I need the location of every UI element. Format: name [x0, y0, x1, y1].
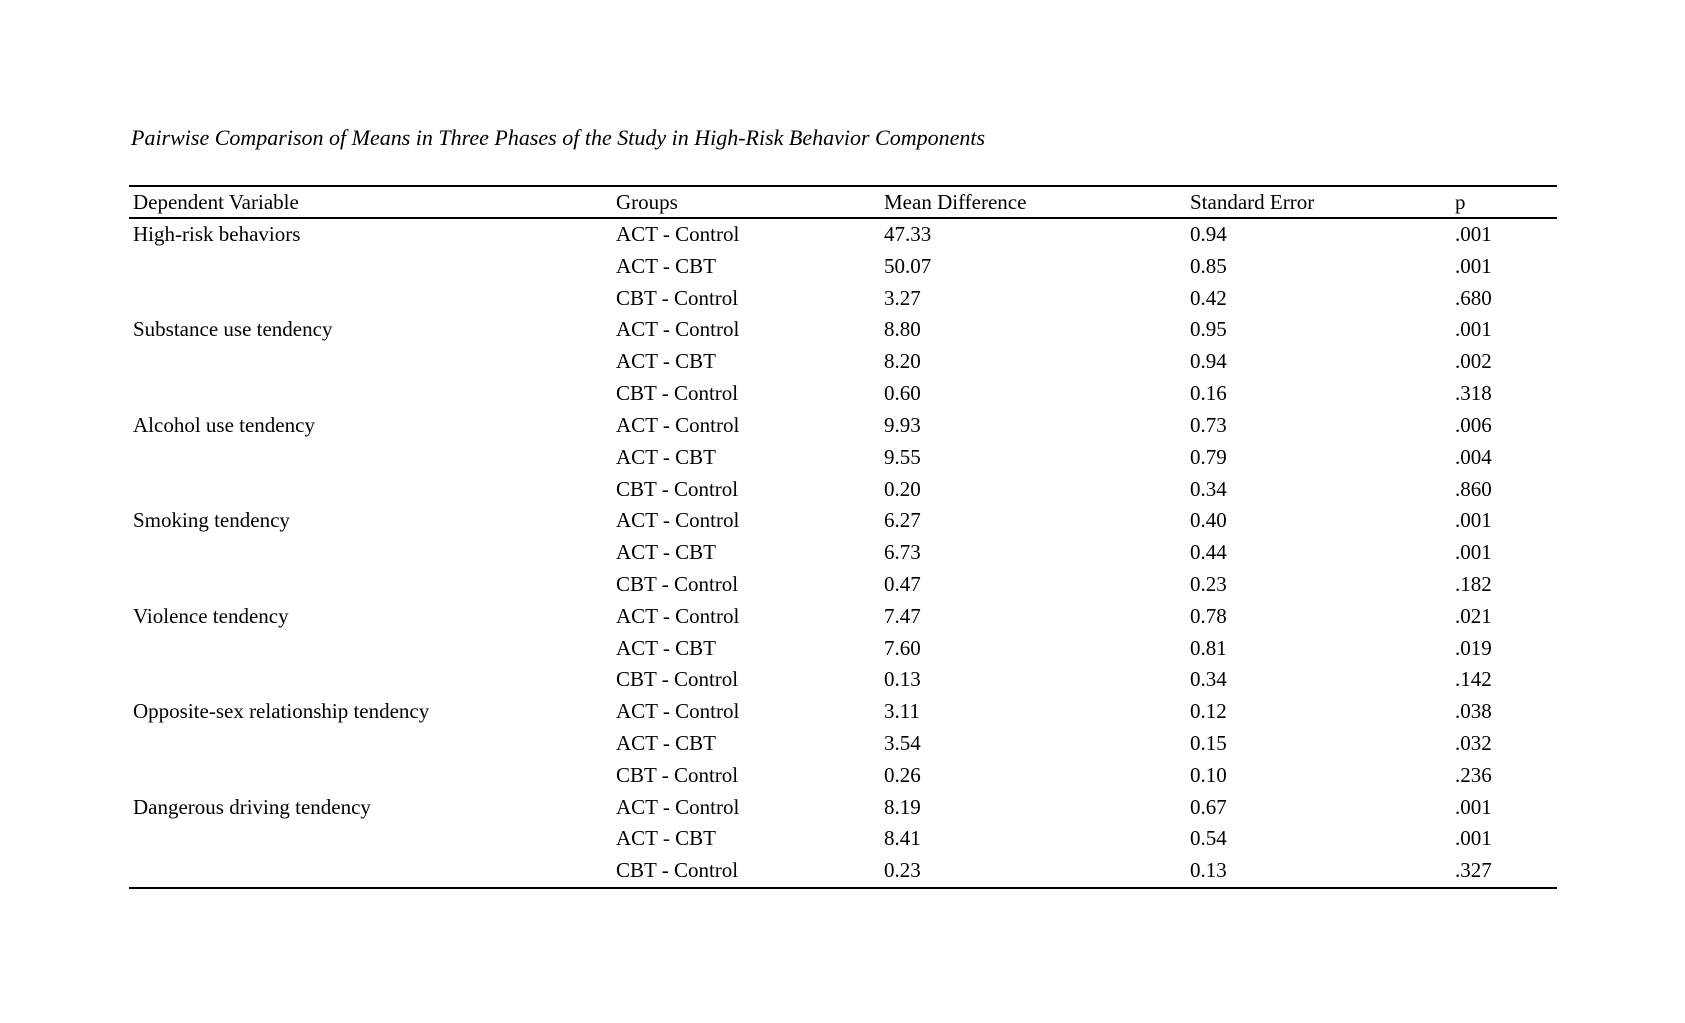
groups-cell: ACT - CBT: [616, 635, 716, 660]
dependent-variable-cell: [129, 505, 612, 600]
mean-difference-cell: 9.55: [884, 444, 921, 469]
p-value-cell: .327: [1455, 858, 1492, 883]
standard-error-cell: 0.13: [1190, 858, 1227, 883]
mean-difference-cell: 7.60: [884, 635, 921, 660]
table-row: [129, 314, 1557, 346]
p-value-cell: .001: [1455, 222, 1492, 246]
mean-difference-cell: 3.11: [884, 699, 920, 724]
mean-difference-cell: 47.33: [884, 222, 932, 246]
dependent-variable-label: Smoking tendency: [133, 508, 290, 533]
p-value-cell: .019: [1455, 635, 1492, 660]
document-page: [129, 124, 1557, 889]
groups-cell: ACT - Control: [616, 794, 740, 819]
table-row: [129, 601, 1557, 633]
groups-cell: CBT - Control: [616, 667, 739, 692]
p-value-cell: .001: [1455, 540, 1492, 565]
standard-error-cell: 0.15: [1190, 731, 1227, 755]
standard-error-cell: 0.44: [1190, 540, 1227, 565]
groups-cell: ACT - CBT: [616, 253, 716, 278]
p-value-cell: .142: [1455, 667, 1492, 692]
groups-cell: ACT - Control: [616, 508, 740, 533]
table-title: Pairwise Comparison of Means in Three Phases of the Study in High-Risk Behavior Components: [131, 125, 986, 150]
dependent-variable-cell: [129, 410, 612, 505]
standard-error-cell: 0.12: [1190, 699, 1227, 724]
mean-difference-cell: 8.41: [884, 826, 921, 851]
mean-difference-cell: 0.13: [884, 667, 921, 692]
p-value-cell: .680: [1455, 285, 1492, 310]
standard-error-cell: 0.42: [1190, 285, 1227, 310]
mean-difference-cell: 3.27: [884, 285, 921, 310]
comparison-table: [129, 185, 1557, 889]
table-body: [129, 218, 1557, 888]
groups-cell: ACT - Control: [616, 222, 740, 246]
mean-difference-cell: 7.47: [884, 603, 921, 628]
p-value-cell: .182: [1455, 571, 1492, 596]
groups-cell: CBT - Control: [616, 285, 739, 310]
mean-difference-cell: 8.19: [884, 794, 921, 819]
p-value-cell: .001: [1455, 317, 1492, 342]
standard-error-cell: 0.34: [1190, 476, 1227, 501]
groups-cell: ACT - CBT: [616, 349, 716, 374]
column-header-p: p: [1451, 186, 1557, 218]
column-header-mean-difference: Mean Difference: [880, 186, 1186, 218]
header-row: [129, 186, 1557, 218]
mean-difference-cell: 6.73: [884, 540, 921, 565]
p-value-cell: .860: [1455, 476, 1492, 501]
standard-error-cell: 0.23: [1190, 571, 1227, 596]
standard-error-cell: 0.34: [1190, 667, 1227, 692]
column-header-groups: Groups: [612, 186, 880, 218]
groups-cell: ACT - CBT: [616, 826, 716, 851]
dependent-variable-label: Alcohol use tendency: [133, 412, 315, 437]
standard-error-cell: 0.85: [1190, 253, 1227, 278]
mean-difference-cell: 0.23: [884, 858, 921, 883]
mean-difference-cell: 0.20: [884, 476, 921, 501]
p-value-cell: .004: [1455, 444, 1492, 469]
groups-cell: ACT - Control: [616, 412, 740, 437]
dependent-variable-cell: [129, 314, 612, 409]
p-value-cell: .002: [1455, 349, 1492, 374]
standard-error-cell: 0.81: [1190, 635, 1227, 660]
dependent-variable-cell: [129, 792, 612, 888]
table-row: [129, 410, 1557, 442]
mean-difference-cell: 50.07: [884, 253, 932, 278]
dependent-variable-label: Substance use tendency: [133, 317, 333, 342]
groups-cell: ACT - Control: [616, 603, 740, 628]
groups-cell: ACT - CBT: [616, 444, 716, 469]
groups-cell: ACT - CBT: [616, 731, 716, 755]
dependent-variable-label: Violence tendency: [133, 603, 289, 628]
mean-difference-cell: 0.26: [884, 762, 921, 787]
groups-cell: ACT - CBT: [616, 540, 716, 565]
standard-error-cell: 0.40: [1190, 508, 1227, 533]
p-value-cell: .001: [1455, 794, 1492, 819]
mean-difference-cell: 8.20: [884, 349, 921, 374]
dependent-variable-label: Dangerous driving tendency: [133, 794, 371, 819]
standard-error-cell: 0.16: [1190, 381, 1227, 406]
groups-cell: CBT - Control: [616, 762, 739, 787]
p-value-cell: .038: [1455, 699, 1492, 724]
p-value-cell: .001: [1455, 826, 1492, 851]
dependent-variable-cell: [129, 696, 612, 791]
standard-error-cell: 0.54: [1190, 826, 1227, 851]
groups-cell: ACT - Control: [616, 317, 740, 342]
mean-difference-cell: 6.27: [884, 508, 921, 533]
column-header-standard-error: Standard Error: [1186, 186, 1451, 218]
table-row: [129, 792, 1557, 824]
standard-error-cell: 0.10: [1190, 762, 1227, 787]
groups-cell: CBT - Control: [616, 476, 739, 501]
dependent-variable-cell: [129, 601, 612, 696]
groups-cell: CBT - Control: [616, 858, 739, 883]
standard-error-cell: 0.67: [1190, 794, 1227, 819]
groups-cell: CBT - Control: [616, 381, 739, 406]
mean-difference-cell: 3.54: [884, 731, 921, 755]
mean-difference-cell: 8.80: [884, 317, 921, 342]
p-value-cell: .021: [1455, 603, 1492, 628]
standard-error-cell: 0.73: [1190, 412, 1227, 437]
table-row: [129, 505, 1557, 537]
p-value-cell: .032: [1455, 731, 1492, 755]
standard-error-cell: 0.94: [1190, 349, 1227, 374]
column-header-dependent-variable: Dependent Variable: [129, 186, 612, 218]
groups-cell: ACT - Control: [616, 699, 740, 724]
mean-difference-cell: 0.60: [884, 381, 921, 406]
mean-difference-cell: 9.93: [884, 412, 921, 437]
dependent-variable-cell: [129, 218, 612, 314]
standard-error-cell: 0.94: [1190, 222, 1227, 246]
groups-cell: CBT - Control: [616, 571, 739, 596]
p-value-cell: .001: [1455, 508, 1492, 533]
mean-difference-cell: 0.47: [884, 571, 921, 596]
p-value-cell: .001: [1455, 253, 1492, 278]
table-header: [129, 186, 1557, 218]
table-row: [129, 218, 1557, 251]
dependent-variable-label: Opposite-sex relationship tendency: [133, 699, 430, 724]
dependent-variable-label: High-risk behaviors: [133, 222, 301, 246]
p-value-cell: .318: [1455, 381, 1492, 406]
table-row: [129, 696, 1557, 728]
p-value-cell: .236: [1455, 762, 1492, 787]
standard-error-cell: 0.95: [1190, 317, 1227, 342]
standard-error-cell: 0.78: [1190, 603, 1227, 628]
standard-error-cell: 0.79: [1190, 444, 1227, 469]
p-value-cell: .006: [1455, 412, 1492, 437]
